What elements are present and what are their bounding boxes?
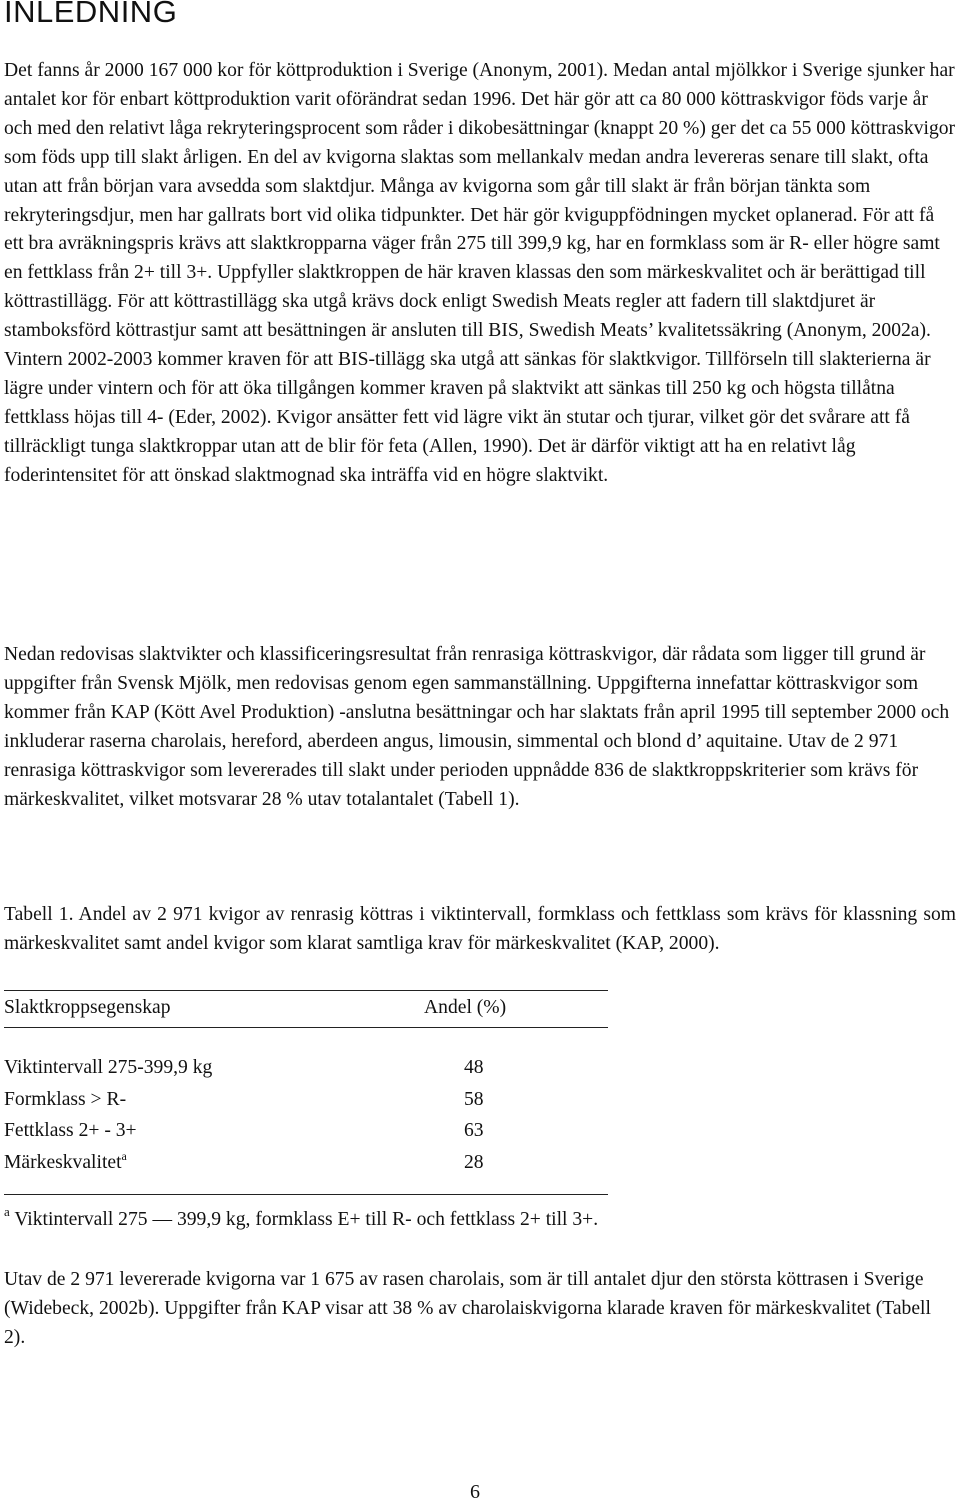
table-footnote: $^a$ Viktintervall 275 — 399,9 kg, formklass E+ till R- och fettklass 2+ till 3+. — [4, 1204, 599, 1230]
footnote-mark: a — [4, 1204, 10, 1219]
paragraph-intro: Det fanns år 2000 167 000 kor för köttproduktion i Sverige (Anonym, 2001). Medan antal mjölkkor i Sverige sjunker har antalet kor för enbart köttproduktion varit oförändrat sedan 1996. Det här gör att ca 80 000 köttraskvigor föds varje år och med den relativt låga rekryteringsprocent som råder i dikobesättningar (knappt 20 %) ger det ca 55 000 köttraskvigor som föds upp till slakt årligen. En del av kvigorna slaktas som mellankalv medan andra levereras senare till slakt, ofta utan att från början vara avsedda som slaktdjur. Många av kvigorna som går till slakt är från början tänkta som rekryteringsdjur, men har gallrats bort vid olika tidpunkter. Det här gör kviguppfödningen mycket oplanerad. För att få ett bra avräkningspris krävs att slaktkropparna väger från 275 till 399,9 kg, har en formklass som är R- eller högre samt en fettklass från 2+ till 3+. Uppfyller slaktkroppen de här kraven klassas den som märkeskvalitet och är berättigad till köttrastillägg. För att köttrastillägg ska utgå krävs dock enligt Swedish Meats regler att fadern till slaktdjuret är stamboksförd köttrastjur samt att besättningen är ansluten till BIS, Swedish Meats’ kvalitetssäkring (Anonym, 2002a). Vintern 2002-2003 kommer kraven för att BIS-tillägg ska utgå att sänkas för slaktkvigor. Tillförseln till slakterierna är lägre under vintern och för att öka tillgången kommer kraven på slaktvikt att sänkas till 250 kg och högsta tillåtna fettklass höjas till 4- (Eder, 2002). Kvigor ansätter fett vid lägre vikt än stutar och tjurar, vilket gör det svårare att få tillräckligt tunga slaktkroppar utan att de blir för feta (Allen, 1990). Det är därför viktigt att ha en relativt låg foderintensitet för att önskad slaktmognad ska inträffa vid en högre slaktvikt. — [4, 60, 956, 486]
table-cell-label: Fettklass 2+ - 3+ — [4, 1120, 137, 1141]
table-caption: Tabell 1. Andel av 2 971 kvigor av renrasig köttras i viktintervall, formklass och fettklass som krävs för klassning som märkeskvalitet samt andel kvigor som klarat samtliga krav för märkeskvalitet (KAP, 2000). — [4, 904, 956, 954]
greater-than-symbol: > — [90, 1088, 102, 1110]
table-header-share: Andel (%) — [424, 997, 507, 1018]
table-row — [4, 1115, 608, 1147]
table-header — [4, 990, 608, 1028]
table-cell-value: 28 — [464, 1151, 484, 1173]
table-bottom-rule — [4, 1194, 608, 1195]
table-cell-value: 58 — [464, 1088, 484, 1110]
table-cell-value: 48 — [464, 1057, 484, 1078]
table-cell-label: Formklass > R- — [4, 1088, 127, 1110]
table-row — [4, 1147, 608, 1179]
table-cell-label: Märkeskvalitet$^a$ — [4, 1148, 127, 1173]
footnote-mark: a — [121, 1148, 127, 1163]
section-heading: INLEDNING — [4, 0, 178, 29]
table-cell-label: Viktintervall 275-399,9 kg — [4, 1057, 213, 1078]
table-body — [4, 1052, 608, 1178]
page-number: 6 — [470, 1481, 480, 1503]
table-cell-value: 63 — [464, 1120, 484, 1141]
paragraph-data-summary: Nedan redovisas slaktvikter och klassificeringsresultat från renrasiga köttraskvigor, där rådata som ligger till grund är uppgifter från Svensk Mjölk, men redovisas genom egen sammanställning. Uppgifterna innefattar köttraskvigor som kommer från KAP (Kött Avel Produktion) -anslutna besättningar och har slaktats från april 1995 till september 2000 och inkluderar raserna charolais, hereford, aberdeen angus, limousin, simmental och blond d’ aquitaine. Utav de 2 971 renrasiga köttraskvigor som levererades till slakt under perioden uppnådde 836 de slaktkroppskriterier som krävs för märkeskvalitet, vilket motsvarar 28 % utav totalantalet (Tabell 1). — [4, 644, 950, 810]
paragraph-charolais: Utav de 2 971 levererade kvigorna var 1 675 av rasen charolais, som är till antalet djur den största köttrasen i Sverige (Widebeck, 2002b). Uppgifter från KAP visar att 38 % av charolaiskvigorna klarade kraven för märkeskvalitet (Tabell 2). — [4, 1269, 931, 1348]
table-row — [4, 1084, 608, 1116]
table-header-property: Slaktkroppsegenskap — [4, 997, 171, 1018]
table-row — [4, 1052, 608, 1084]
